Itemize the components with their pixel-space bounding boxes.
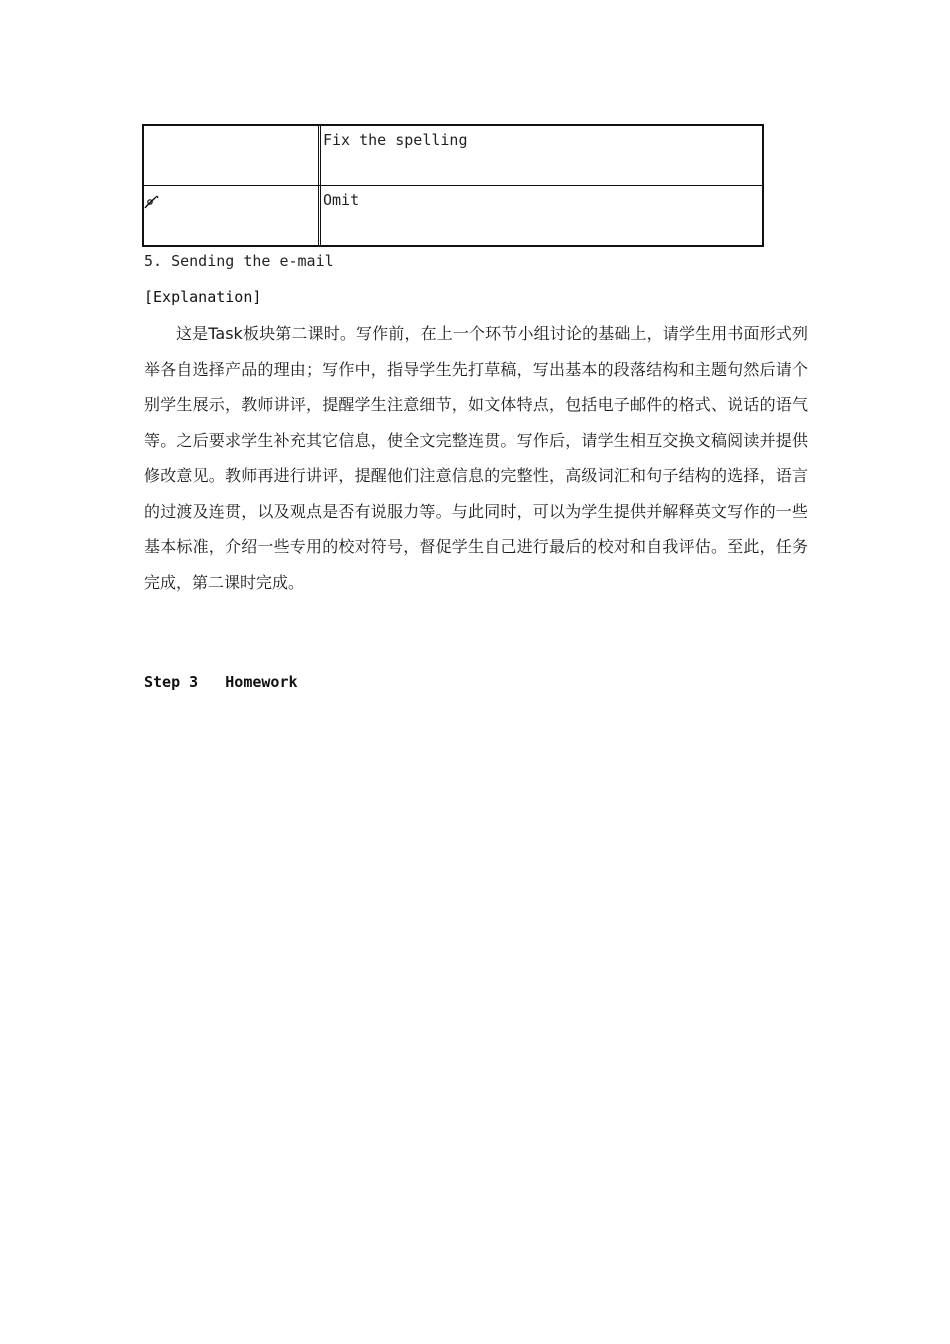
column-divider — [318, 186, 321, 247]
explanation-label: [Explanation] — [144, 288, 262, 306]
explanation-paragraph: 这是Task板块第二课时。写作前，在上一个环节小组讨论的基础上，请学生用书面形式列举各自选择产品的理由；写作中，指导学生先打草稿，写出基本的段落结构和主题句然后请个别学生展示，教师讲评，提醒学生注意细节，如文体特点，包括电子邮件的格式、说话的语气等。之后要求学生补充其它信息，使全文完整连贯。写作后，请学生相互交换文稿阅读并提供修改意见。教师再进行讲评，提醒他们注意信息的完整性，高级词汇和句子结构的选择，语言的过渡及连贯，以及观点是否有说服力等。与此同时，可以为学生提供并解释英文写作的一些基本标准，介绍一些专用的校对符号，督促学生自己进行最后的校对和自我评估。至此，任务完成，第二课时完成。 — [144, 324, 808, 592]
table-row — [144, 186, 762, 247]
meaning-cell: Fix the spelling — [323, 131, 468, 149]
proofreading-symbols-table — [142, 124, 764, 247]
column-divider — [318, 126, 321, 185]
delete-proofreading-mark-icon — [144, 194, 160, 210]
symbol-cell — [144, 126, 318, 185]
table-row — [144, 126, 762, 186]
step-heading: Step 3 Homework — [144, 673, 298, 691]
list-item-sending-email: 5. Sending the e-mail — [144, 252, 334, 270]
meaning-cell: Omit — [323, 191, 360, 209]
symbol-cell — [144, 186, 318, 247]
